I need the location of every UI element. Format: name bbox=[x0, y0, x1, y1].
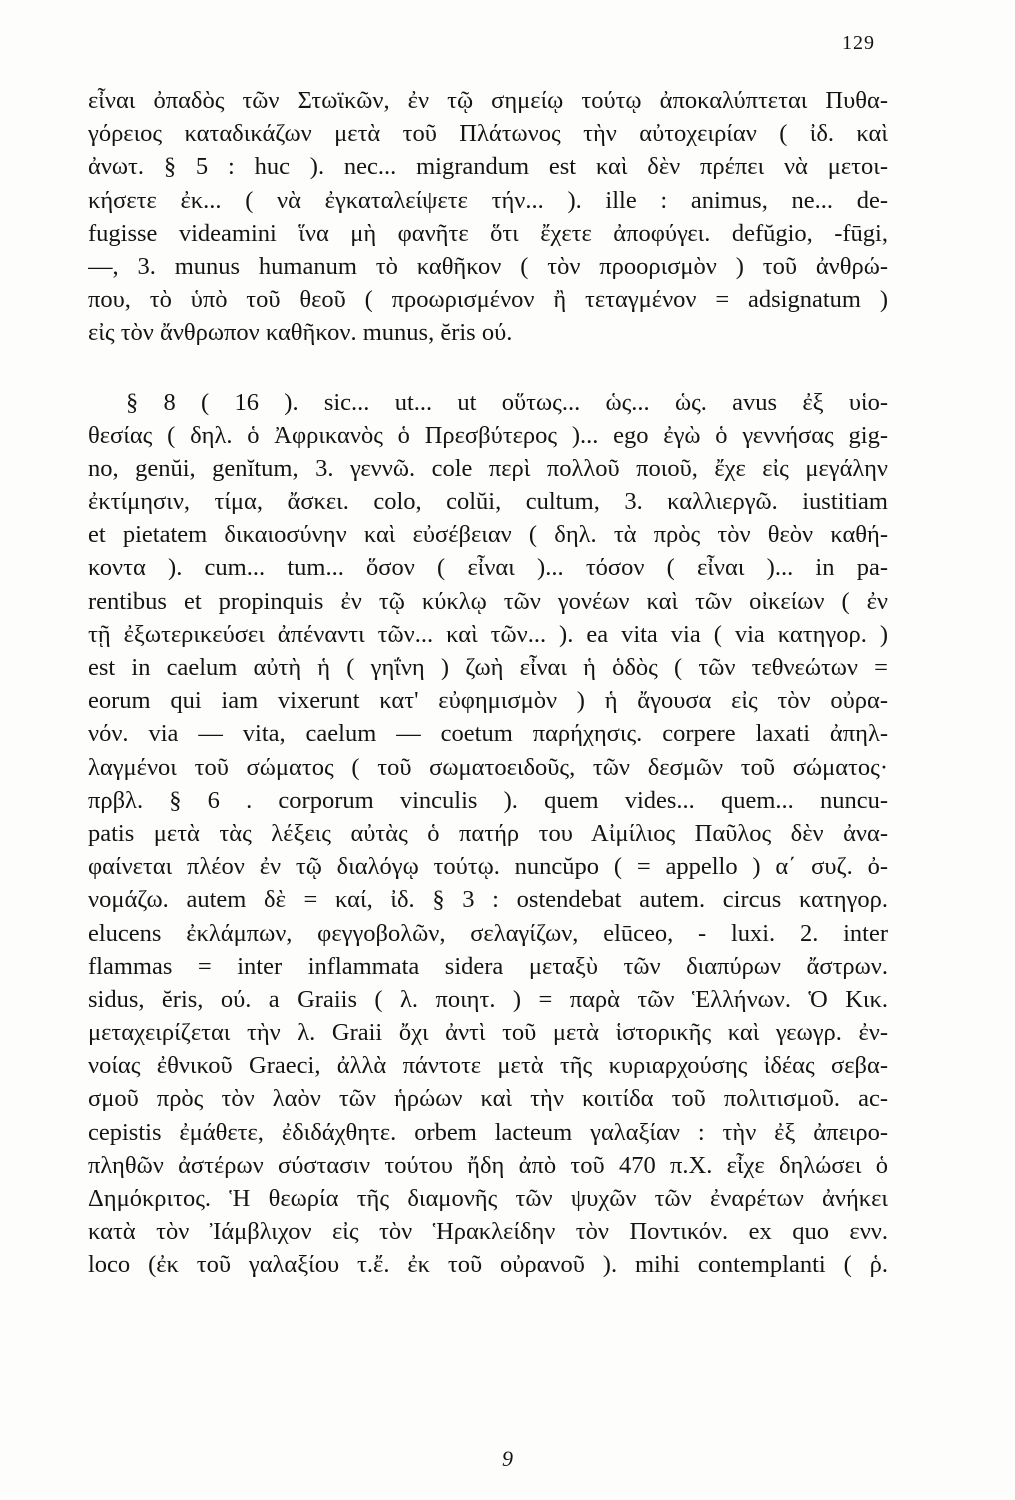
text-line: εἰς τὸν ἄνθρωπον καθῆκον. munus, ĕris ού. bbox=[88, 319, 513, 347]
paragraph-2 bbox=[88, 386, 888, 1282]
text-line: Δημόκριτος. Ἡ θεωρία τῆς διαμονῆς τῶν ψυχῶν τῶν ἐναρέτων ἀνήκει bbox=[88, 1185, 888, 1212]
text-line: § 8 ( 16 ). sic... ut... ut οὕτως... ὡς... ὡς. avus ἐξ υἱο- bbox=[126, 388, 888, 416]
text-line: νοίας ἐθνικοῦ Graeci, ἀλλὰ πάντοτε μετὰ τῆς κυριαρχούσης ἰδέας σεβα- bbox=[88, 1052, 888, 1080]
text-line: κοντα ). cum... tum... ὅσον ( εἶναι )... τόσον ( εἶναι )... in pa- bbox=[88, 554, 888, 582]
text-line: loco (ἐκ τοῦ γαλαξίου τ.ἔ. ἐκ τοῦ οὐρανοῦ ). mihi contemplanti ( ῥ. bbox=[88, 1251, 888, 1279]
text-line: πληθῶν ἀστέρων σύστασιν τούτου ἤδη ἀπὸ τοῦ 470 π.Χ. εἶχε δηλώσει ὁ bbox=[88, 1151, 888, 1179]
text-line: λαγμένοι τοῦ σώματος ( τοῦ σωματοειδοῦς, τῶν δεσμῶν τοῦ σώματος· bbox=[88, 753, 888, 781]
text-line: που, τὸ ὑπὸ τοῦ θεοῦ ( προωρισμένον ἢ τεταγμένον = adsignatum ) bbox=[88, 286, 888, 314]
text-line: et pietatem δικαιοσύνην καὶ εὐσέβειαν ( δηλ. τὰ πρὸς τὸν θεὸν καθή- bbox=[88, 521, 888, 549]
text-line: fugisse videamini ἵνα μὴ φανῆτε ὅτι ἔχετε ἀποφύγει. defŭgio, -fūgi, bbox=[88, 219, 888, 247]
text-line: γόρειος καταδικάζων μετὰ τοῦ Πλάτωνος τὴν αὐτοχειρίαν ( ἰδ. καὶ bbox=[88, 120, 888, 148]
text-line: ἀνωτ. § 5 : huc ). nec... migrandum est καὶ δὲν πρέπει νὰ μετοι- bbox=[88, 153, 888, 181]
text-line: θεσίας ( δηλ. ὁ Ἀφρικανὸς ὁ Πρεσβύτερος )... ego ἐγὼ ὁ γεννήσας gig- bbox=[88, 421, 888, 449]
text-line: elucens ἐκλάμπων, φεγγοβολῶν, σελαγίζων, elūceo, - luxi. 2. inter bbox=[88, 919, 888, 947]
page-number: 129 bbox=[842, 32, 875, 54]
text-line: κατὰ τὸν Ἰάμβλιχον εἰς τὸν Ἡρακλείδην τὸν Ποντικόν. ex quo ενν. bbox=[88, 1218, 888, 1246]
text-line: flammas = inter inflammata sidera μεταξὺ τῶν διαπύρων ἄστρων. bbox=[88, 952, 888, 980]
text-line: νόν. via — vita, caelum — coetum παρήχησις. corpere laxati ἀπηλ- bbox=[88, 720, 888, 748]
text-line: σμοῦ πρὸς τὸν λαὸν τῶν ἡρώων καὶ τὴν κοιτίδα τοῦ πολιτισμοῦ. ac- bbox=[88, 1085, 888, 1113]
paragraph-gap bbox=[88, 350, 888, 386]
text-line: νομάζω. autem δὲ = καί, ἰδ. § 3 : ostendebat autem. circus κατηγορ. bbox=[88, 886, 888, 914]
text-line: rentibus et propinquis ἐν τῷ κύκλῳ τῶν γονέων καὶ τῶν οἰκείων ( ἐν bbox=[88, 587, 888, 615]
text-line: τῇ ἐξωτερικεύσει ἀπέναντι τῶν... καὶ τῶν... ). ea vita via ( via κατηγορ. ) bbox=[88, 620, 888, 648]
text-line: μεταχειρίζεται τὴν λ. Graii ὄχι ἀντὶ τοῦ μετὰ ἱστορικῆς καὶ γεωγρ. ἐν- bbox=[88, 1019, 888, 1047]
text-line: ἐκτίμησιν, τίμα, ἄσκει. colo, colŭi, cultum, 3. καλλιεργῶ. iustitiam bbox=[88, 488, 888, 516]
commentary-text bbox=[88, 84, 888, 1282]
paragraph-1 bbox=[88, 84, 888, 350]
text-line: eorum qui iam vixerunt κατ' εὐφημισμὸν ) ἡ ἄγουσα εἰς τὸν οὐρα- bbox=[88, 687, 888, 715]
text-line: πρβλ. § 6 . corporum vinculis ). quem vides... quem... nuncu- bbox=[88, 786, 888, 814]
signature-mark: 9 bbox=[502, 1446, 513, 1471]
text-line: εἶναι ὀπαδὸς τῶν Στωϊκῶν, ἐν τῷ σημείῳ τούτῳ ἀποκαλύπτεται Πυθα- bbox=[88, 87, 888, 114]
text-line: cepistis ἐμάθετε, ἐδιδάχθητε. orbem lacteum γαλαξίαν : τὴν ἐξ ἀπειρο- bbox=[88, 1118, 888, 1146]
text-line: sidus, ĕris, ού. a Graiis ( λ. ποιητ. ) = παρὰ τῶν Ἑλλήνων. Ὁ Κικ. bbox=[88, 985, 888, 1013]
text-line: est in caelum αὐτὴ ἡ ( γηΐνη ) ζωὴ εἶναι ἡ ὁδὸς ( τῶν τεθνεώτων = bbox=[88, 654, 888, 681]
text-line: φαίνεται πλέον ἐν τῷ διαλόγῳ τούτῳ. nuncŭpo ( = appello ) α΄ συζ. ὀ- bbox=[88, 853, 888, 881]
text-line: —, 3. munus humanum τὸ καθῆκον ( τὸν προορισμὸν ) τοῦ ἀνθρώ- bbox=[88, 252, 888, 280]
text-line: κήσετε ἐκ... ( νὰ ἐγκαταλείψετε τήν... ). ille : animus, ne... de- bbox=[88, 186, 888, 214]
text-line: patis μετὰ τὰς λέξεις αὐτὰς ὁ πατήρ του Αἰμίλιος Παῦλος δὲν ἀνα- bbox=[88, 819, 888, 847]
text-line: no, genŭi, genĭtum, 3. γεννῶ. cole περὶ πολλοῦ ποιοῦ, ἔχε εἰς μεγάλην bbox=[88, 454, 888, 482]
